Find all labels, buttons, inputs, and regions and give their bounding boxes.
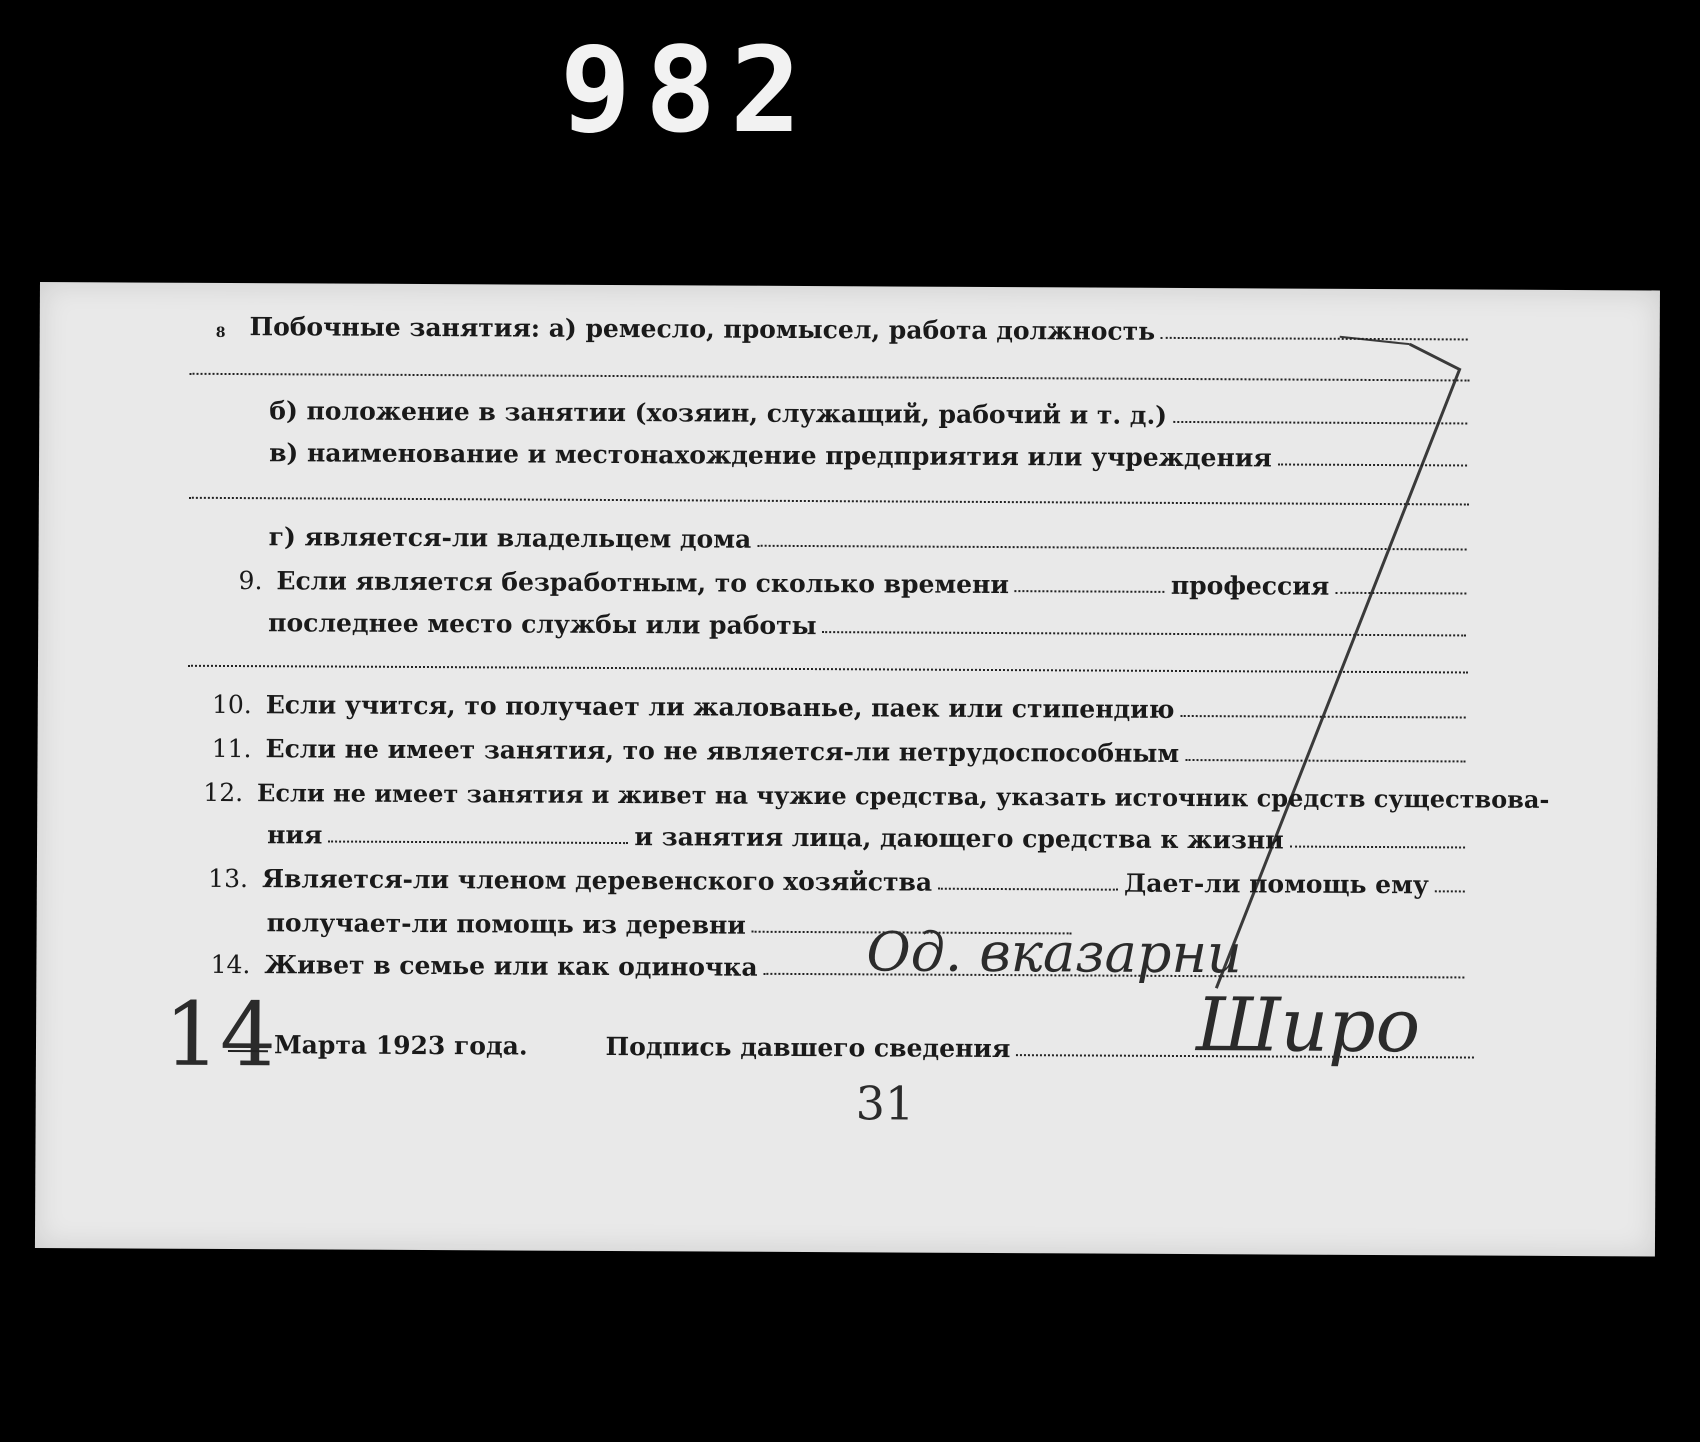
item-12-source-field [328,841,628,845]
item-13-line [203,857,1467,900]
item-13-help-field [1435,890,1465,892]
item-13-number: 13. [208,863,249,894]
item-13-help-label: Дает-ли помощь ему [1123,868,1429,900]
item-11-line [203,727,1467,770]
item-9-continuation-line [188,665,1468,674]
date-day-handwritten: 14 [163,982,277,1087]
item-8v-field [1278,463,1467,466]
item-12-label-continued: ния [267,820,323,850]
item-14-handwritten-answer: Од. вказарни [866,920,1242,986]
item-9-last-job-label: последнее место службы или работы [268,608,817,641]
date-month-year: Марта 1923 года. [273,1030,528,1061]
handwritten-signature: Широ [1195,982,1421,1070]
item-12-provider-field [1290,846,1465,849]
item-8b-field [1173,421,1467,425]
item-8b-label: б) положение в занятии (хозяин, служащий, рабочий и т. д.) [269,396,1168,430]
item-9-line [214,559,1468,602]
item-8a-field [1161,337,1468,341]
item-8v-label: в) наименование и местонахождение предприятия или учреждения [269,438,1272,473]
item-12-line [203,771,1550,814]
item-8g-label: г) является-ли владельцем дома [268,522,752,554]
item-9-unemployed-label: Если является безработным, то сколько времени [276,566,1009,600]
item-13-village-line [263,901,1467,943]
item-11-label: Если не имеет занятия, то не является-ли нетрудоспособным [265,734,1180,768]
item-9-number: 9. [238,566,263,596]
item-12-provider-label: и занятия лица, дающего средства к жизни [634,822,1284,855]
item-10-number: 10. [211,689,252,720]
item-8a-label: Побочные занятия: а) ремесло, промысел, работа должность [249,312,1156,346]
item-8g-line [265,515,1469,557]
item-13-village-label: получает-ли помощь из деревни [266,908,746,940]
item-13-member-field [938,888,1118,891]
item-13-member-label: Является-ли членом деревенского хозяйства [261,864,933,897]
date-day-field [228,1050,268,1052]
bottom-handwritten-mark: 31 [855,1076,915,1131]
item-8a-line [212,305,1470,348]
frame-number: 982 [560,21,816,159]
item-8v-continuation-line [189,497,1469,506]
item-9-profession-field [1335,592,1466,595]
item-12-continuation [263,813,1467,855]
item-8v-line [265,431,1469,473]
item-12-number: 12. [203,777,244,808]
signature-label: Подпись давшего сведения [605,1031,1011,1064]
item-14-number: 14. [210,949,251,980]
item-10-label: Если учится, то получает ли жалованье, паек или стипендию [265,690,1175,724]
item-14-line [202,943,1466,986]
item-10-field [1180,715,1465,718]
item-14-label: Живет в семье или как одиночка [264,950,758,982]
item-8b-line [265,389,1469,431]
item-9-duration-field [1015,590,1165,593]
item-9-profession-label: профессия [1170,570,1330,601]
item-8-marker: 8 [215,324,226,341]
item-9-last-job-line [264,601,1468,643]
item-12-label: Если не имеет занятия и живет на чужие средства, указать источник средств существова- [257,778,1550,814]
census-form-card [35,282,1660,1256]
item-9-last-job-field [823,631,1467,636]
item-11-field [1185,759,1465,762]
item-8a-continuation-line [190,373,1470,382]
item-8g-field [757,545,1466,551]
item-10-line [204,683,1468,726]
item-11-number: 11. [211,733,252,764]
